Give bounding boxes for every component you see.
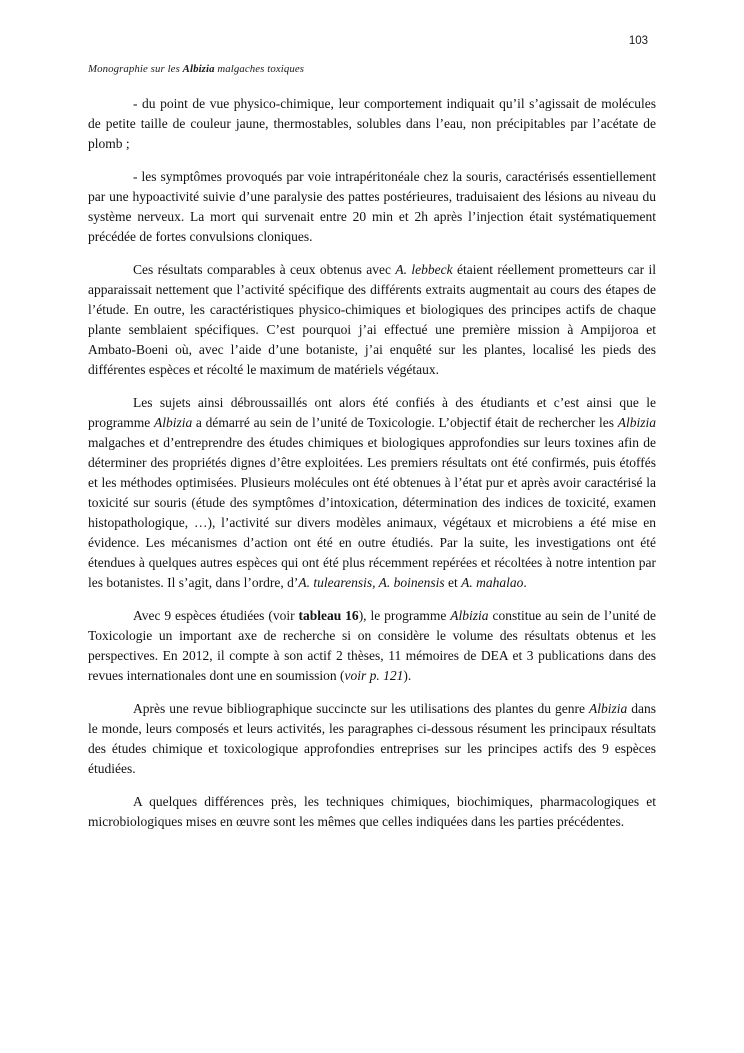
text-run: tableau 16 [298, 608, 359, 623]
paragraph-techniques [88, 792, 656, 832]
text-run: A. tulearensis, A. boinensis [298, 575, 445, 590]
paragraph-programme-albizia [88, 393, 656, 593]
paragraph-symptomes [88, 167, 656, 247]
text-run: constitue au sein de l’unité de Toxicologie un important axe de recherche si on considère le volume des résultats obtenus et les perspectives. En 2012, il compte à son actif 2 thèses, 11 mémoires de DEA et 3 publications dans des revues internationales dont une en soumission ( [88, 608, 656, 683]
paragraph-resultats-comparables [88, 260, 656, 380]
text-run: A. lebbeck [395, 262, 453, 277]
paragraph-revue-bibliographique [88, 699, 656, 779]
text-run: Les sujets ainsi débroussaillés ont alors été confiés à des étudiants et c’est ainsi que le programme [88, 395, 656, 430]
text-run: - du point de vue physico-chimique, leur comportement indiquait qu’il s’agissait de molécules de petite taille de couleur jaune, thermostables, solubles dans l’eau, non précipitables par l’acétate de plomb ; [88, 96, 656, 151]
text-run: ). [403, 668, 412, 683]
text-run: Après une revue bibliographique succincte sur les utilisations des plantes du genre [133, 701, 589, 716]
text-run: Albizia [153, 415, 193, 430]
paragraph-physico-chimique [88, 94, 656, 154]
text-run: Albizia [617, 415, 657, 430]
text-run: Ces résultats comparables à ceux obtenus avec [133, 262, 396, 277]
text-run: étaient réellement prometteurs car il apparaissait nettement que l’activité spécifique des différents extraits augmentait au cours des étapes de l’étude. En outre, les caractéristiques physico-chimiques et biologiques des principes actifs de chaque plante semblaient spécifiques. C’est pourquoi j’ai effectué une première mission à Ampijoroa et Ambato-Boeni où, avec l’aide d’une botaniste, j’ai enquêté sur les plantes, localisé les pieds des différentes espèces et récolté le maximum de matériels végétaux. [88, 262, 657, 377]
text-run: Albizia [182, 63, 215, 75]
text-run: malgaches toxiques [214, 63, 305, 75]
text-run: - les symptômes provoqués par voie intrapéritonéale chez la souris, caractérisés essentiellement par une hypoactivité suivie d’une paralysie des pattes postérieures, traduisaient des lésions au niveau du système nerveux. La mort qui survenait entre 20 min et 2h après l’injection était systématiquement précédée de fortes convulsions cloniques. [88, 169, 656, 244]
text-run: Albizia [450, 608, 489, 623]
running-header [88, 63, 656, 75]
text-run: Albizia [588, 701, 628, 716]
text-run: ), le programme [358, 608, 451, 623]
text-run: a démarré au sein de l’unité de Toxicologie. L’objectif était de rechercher les [192, 415, 618, 430]
text-run: dans le monde, leurs composés et leurs activités, les paragraphes ci-dessous résument les principaux résultats des études chimique et toxicologique approfondies entreprises sur les principes actifs des 9 espèces étudiées. [88, 701, 656, 776]
text-run: A. mahalao [461, 575, 524, 590]
text-run: voir p. 121 [344, 668, 404, 683]
page-number: 103 [628, 35, 648, 47]
text-run: et [444, 575, 462, 590]
text-run: Monographie sur les [88, 63, 183, 75]
document-body [88, 94, 656, 845]
text-run: Avec 9 espèces étudiées (voir [133, 608, 299, 623]
text-run: A quelques différences près, les techniques chimiques, biochimiques, pharmacologiques et microbiologiques mises en œuvre sont les mêmes que celles indiquées dans les parties précédentes. [88, 794, 656, 829]
text-run: malgaches et d’entreprendre des études chimiques et biologiques approfondies sur leurs toxines afin de déterminer des propriétés dignes d’être exploitées. Les premiers résultats ont été confirmés, puis étoffés et les méthodes optimisées. Plusieurs molécules ont été obtenues à l’état pur et après avoir caractérisé la toxicité sur souris (étude des symptômes d’intoxication, détermination des indices de toxicité, examen histopathologique, …), l’activité sur divers modèles animaux, végétaux et microbiens a été mise en évidence. Les mécanismes d’action ont été en outre étudiés. Par la suite, les investigations ont été étendues à quelques autres espèces qui ont été plus récemment repérées et récoltées à notre intention par les botanistes. Il s’agit, dans l’ordre, d’ [88, 435, 656, 590]
text-run: . [523, 575, 527, 590]
paragraph-9-especes [88, 606, 656, 686]
